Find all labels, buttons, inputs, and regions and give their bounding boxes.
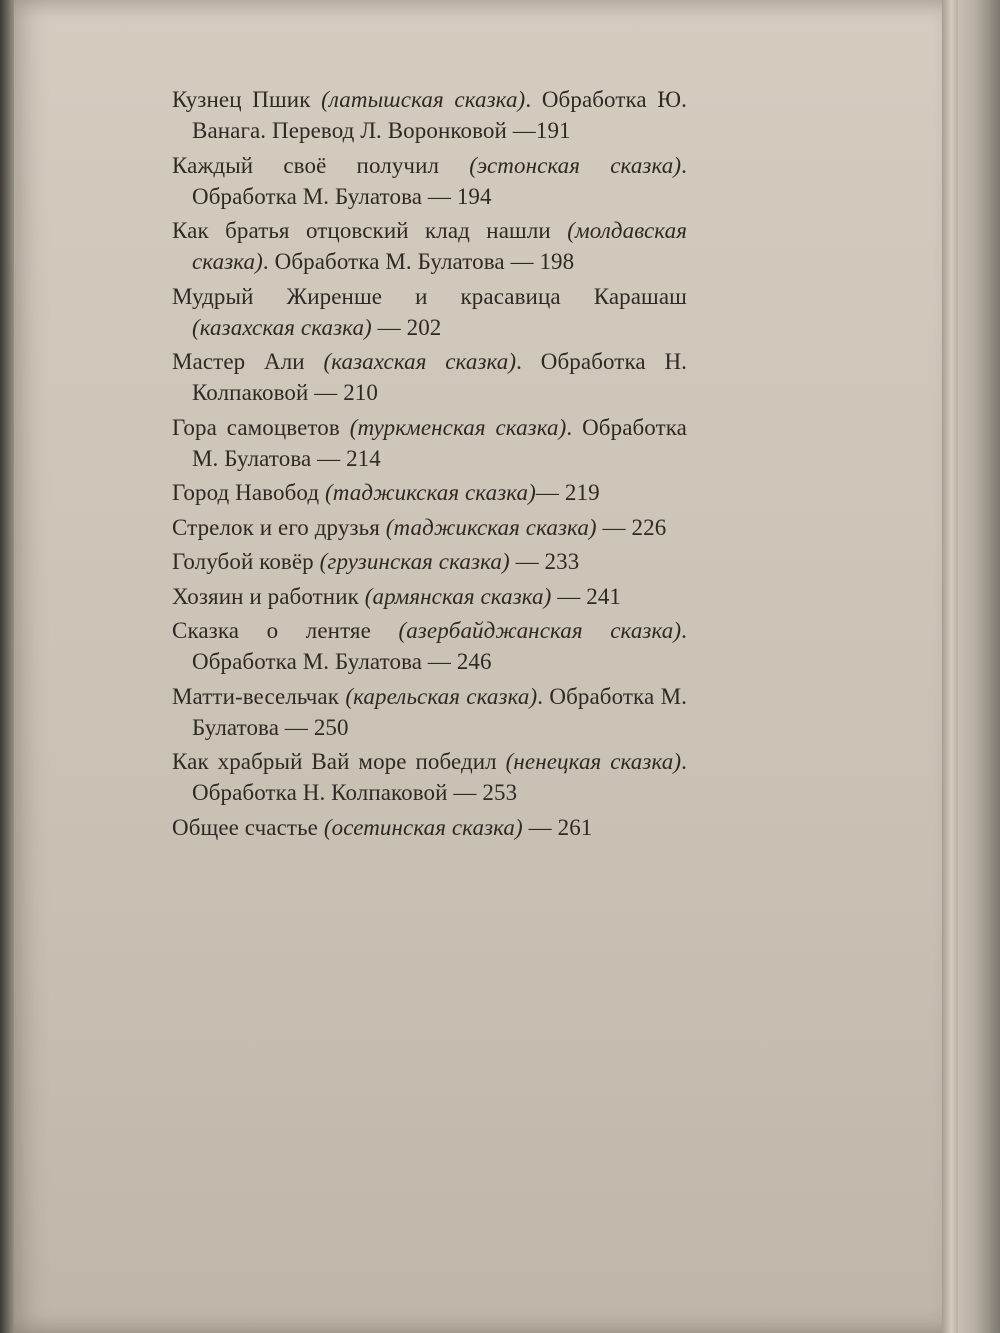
entry-details: — 261 bbox=[522, 814, 593, 840]
entry-title: Каждый своё получил bbox=[172, 152, 440, 178]
toc-entry bbox=[172, 84, 687, 146]
entry-title: Мудрый Жиренше и красавица Карашаш bbox=[172, 283, 687, 309]
entry-note: (туркменская сказка) bbox=[349, 414, 567, 440]
toc-entry bbox=[172, 581, 687, 612]
toc-entry bbox=[172, 215, 687, 277]
toc-entry bbox=[172, 412, 687, 474]
entry-title: Общее счастье bbox=[172, 814, 318, 840]
entry-title: Город Навобод bbox=[172, 480, 320, 505]
toc-entry bbox=[172, 281, 687, 343]
entry-note: (латышская сказка) bbox=[321, 87, 526, 112]
toc-entry bbox=[172, 746, 687, 808]
toc-entry bbox=[172, 512, 687, 543]
entry-note: (ненецкая сказка) bbox=[505, 749, 682, 774]
entry-details: . Обработка М. Булатова — 194 bbox=[192, 152, 687, 209]
entry-details: . Обработка М. Булатова — 250 bbox=[192, 683, 687, 740]
entry-note: (осетинская сказка) bbox=[323, 814, 523, 840]
page-edge bbox=[942, 0, 958, 1333]
entry-note: (грузинская сказка) bbox=[319, 549, 510, 574]
entry-details: . Обработка М. Булатова — 246 bbox=[192, 618, 687, 674]
entry-details: — 226 bbox=[596, 514, 667, 540]
entry-note: (казахская сказка) bbox=[323, 349, 517, 374]
entry-details: . Обработка М. Булатова — 198 bbox=[262, 249, 575, 274]
entry-details: — 202 bbox=[371, 314, 442, 340]
toc-entry bbox=[172, 477, 687, 508]
entry-details: — 241 bbox=[551, 583, 622, 609]
entry-title: Гора самоцветов bbox=[172, 414, 340, 440]
entry-title: Как храбрый Вай море победил bbox=[172, 749, 497, 774]
entry-note: (таджикская сказка) bbox=[325, 480, 536, 505]
toc-entry bbox=[172, 150, 687, 212]
entry-details: . Обработка Н. Колпаковой — 253 bbox=[192, 749, 687, 805]
toc-entry bbox=[172, 346, 687, 408]
toc-entry bbox=[172, 681, 687, 743]
toc-entry bbox=[172, 812, 687, 843]
toc-entry bbox=[172, 546, 687, 577]
table-of-contents bbox=[172, 84, 687, 846]
entry-note: (казахская сказка) bbox=[192, 314, 372, 340]
entry-title: Голубой ковёр bbox=[172, 549, 314, 574]
entry-details: — 233 bbox=[509, 549, 580, 574]
entry-title: Хозяин и работник bbox=[172, 583, 359, 609]
entry-note: (армянская сказка) bbox=[364, 583, 552, 609]
entry-details: . Обработка Н. Колпаковой — 210 bbox=[192, 349, 687, 405]
entry-note: (карельская сказка) bbox=[345, 683, 538, 709]
entry-note: (азербайджанская сказка) bbox=[398, 618, 682, 643]
entry-title: Матти-весельчак bbox=[172, 683, 340, 709]
entry-details: . Обработка Ю. Ванага. Перевод Л. Воронковой —191 bbox=[192, 87, 687, 143]
entry-note: (эстонская сказка) bbox=[469, 152, 682, 178]
entry-note: (молдавская сказка) bbox=[192, 218, 687, 274]
entry-title: Сказка о лентяе bbox=[172, 618, 371, 643]
entry-title: Как братья отцовский клад нашли bbox=[172, 218, 551, 243]
entry-title: Кузнец Пшик bbox=[172, 87, 311, 112]
toc-entry bbox=[172, 615, 687, 677]
entry-title: Стрелок и его друзья bbox=[172, 514, 380, 540]
entry-details: . Обработка М. Булатова — 214 bbox=[192, 414, 687, 471]
book-cover-edge bbox=[958, 0, 1000, 1333]
entry-details: — 219 bbox=[535, 480, 600, 505]
entry-title: Мастер Али bbox=[172, 349, 305, 374]
entry-note: (таджикская сказка) bbox=[385, 514, 597, 540]
